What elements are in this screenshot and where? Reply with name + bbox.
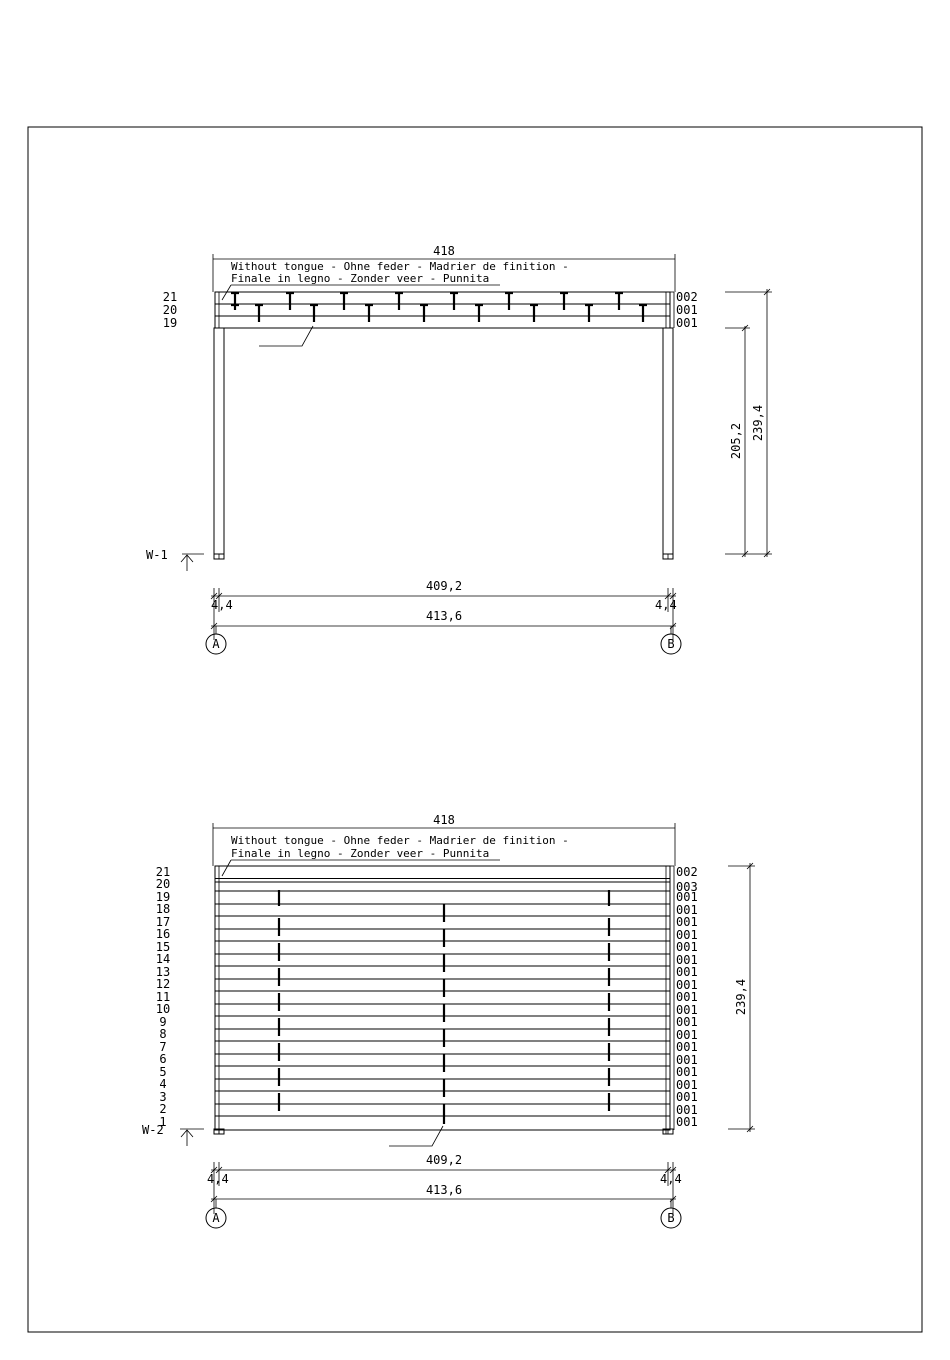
- row-label-13: 13: [155, 965, 171, 979]
- axis-a-label-1: A: [212, 637, 220, 651]
- part-code-row-11: 001: [676, 990, 698, 1004]
- part-code-row-9: 001: [676, 1015, 698, 1029]
- post-right-view-1: [663, 328, 673, 554]
- part-code-row-19: 001: [676, 316, 698, 330]
- row-label-5: 5: [159, 1065, 167, 1079]
- edge-left-label-2: 4,4: [207, 1172, 229, 1186]
- fastener-leader-view-1: [259, 326, 313, 346]
- part-code-row-3: 001: [676, 1090, 698, 1104]
- part-code-row-16: 001: [676, 928, 698, 942]
- axis-span-label-2: 413,6: [425, 1183, 463, 1197]
- row-label-21: 21: [162, 290, 178, 304]
- row-label-15: 15: [155, 940, 171, 954]
- note-leader-view-2: [222, 860, 231, 876]
- part-code-row-12: 001: [676, 978, 698, 992]
- overall-width-label-1: 418: [433, 244, 455, 258]
- log-courses-view-2: [215, 879, 670, 1117]
- part-code-row-21: 002: [676, 865, 698, 879]
- row-labels-view-2: [156, 865, 170, 1129]
- part-code-row-15: 001: [676, 940, 698, 954]
- part-code-row-13: 001: [676, 965, 698, 979]
- part-code-row-14: 001: [676, 953, 698, 967]
- view-2-side-elevation: [142, 813, 755, 1228]
- view-1-front-elevation: [146, 244, 772, 654]
- row-label-20: 20: [162, 303, 178, 317]
- height-total-label-2: 239,4: [734, 978, 748, 1016]
- row-label-19: 19: [155, 890, 171, 904]
- overall-width-label-2: 418: [433, 813, 455, 827]
- row-label-17: 17: [155, 915, 171, 929]
- row-label-4: 4: [159, 1077, 167, 1091]
- row-label-19: 19: [162, 316, 178, 330]
- row-label-2: 2: [159, 1102, 167, 1116]
- fastener-leader-view-2: [389, 1126, 443, 1146]
- height-inner-label-1: 205,2: [729, 422, 743, 460]
- row-label-14: 14: [155, 952, 171, 966]
- axis-span-label-1: 413,6: [425, 609, 463, 623]
- part-code-row-21: 002: [676, 290, 698, 304]
- part-code-row-4: 001: [676, 1078, 698, 1092]
- part-code-row-20: 003: [676, 880, 698, 894]
- axis-b-label-1: B: [667, 637, 675, 651]
- edge-right-label-1: 4,4: [655, 598, 677, 612]
- row-label-11: 11: [155, 990, 171, 1004]
- fasteners-view-1: [231, 293, 647, 322]
- part-code-row-2: 001: [676, 1103, 698, 1117]
- row-label-10: 10: [155, 1002, 171, 1016]
- section-arrow-w1: [181, 555, 193, 571]
- part-codes-view-2: [676, 865, 698, 1129]
- section-arrow-w2: [181, 1130, 193, 1146]
- row-label-8: 8: [159, 1027, 167, 1041]
- axis-b-label-2: B: [667, 1211, 675, 1225]
- row-label-1: 1: [159, 1115, 167, 1129]
- note-line-2-view-2: Finale in legno - Zonder veer - Punnita: [231, 847, 490, 860]
- note-line-1-view-1: Without tongue - Ohne feder - Madrier de finition -: [231, 260, 569, 273]
- row-label-12: 12: [155, 977, 171, 991]
- part-code-row-6: 001: [676, 1053, 698, 1067]
- note-line-1-view-2: Without tongue - Ohne feder - Madrier de finition -: [231, 834, 569, 847]
- log-stack-view-1: [215, 292, 670, 328]
- inner-span-label-1: 409,2: [425, 579, 463, 593]
- part-code-row-17: 001: [676, 915, 698, 929]
- row-label-21: 21: [155, 865, 171, 879]
- edge-left-label-1: 4,4: [211, 598, 233, 612]
- part-code-row-20: 001: [676, 303, 698, 317]
- row-label-7: 7: [159, 1040, 167, 1054]
- row-label-9: 9: [159, 1015, 167, 1029]
- fasteners-view-2: [279, 890, 609, 1124]
- part-code-row-19: 001: [676, 890, 698, 904]
- part-code-row-1: 001: [676, 1115, 698, 1129]
- part-code-row-5: 001: [676, 1065, 698, 1079]
- row-label-6: 6: [159, 1052, 167, 1066]
- part-code-row-10: 001: [676, 1003, 698, 1017]
- note-line-2-view-1: Finale in legno - Zonder veer - Punnita: [231, 272, 490, 285]
- part-code-row-7: 001: [676, 1040, 698, 1054]
- part-code-row-18: 001: [676, 903, 698, 917]
- post-left-view-1: [214, 328, 224, 554]
- row-label-16: 16: [155, 927, 171, 941]
- height-total-label-1: 239,4: [751, 404, 765, 442]
- axis-a-label-2: A: [212, 1211, 220, 1225]
- row-label-18: 18: [155, 902, 171, 916]
- row-label-3: 3: [159, 1090, 167, 1104]
- section-label-w1: W-1: [146, 548, 168, 562]
- inner-span-label-2: 409,2: [425, 1153, 463, 1167]
- row-label-20: 20: [155, 877, 171, 891]
- edge-right-label-2: 4,4: [660, 1172, 682, 1186]
- section-label-w2: W-2: [142, 1123, 164, 1137]
- log-stack-view-2: [215, 866, 670, 1130]
- part-code-row-8: 001: [676, 1028, 698, 1042]
